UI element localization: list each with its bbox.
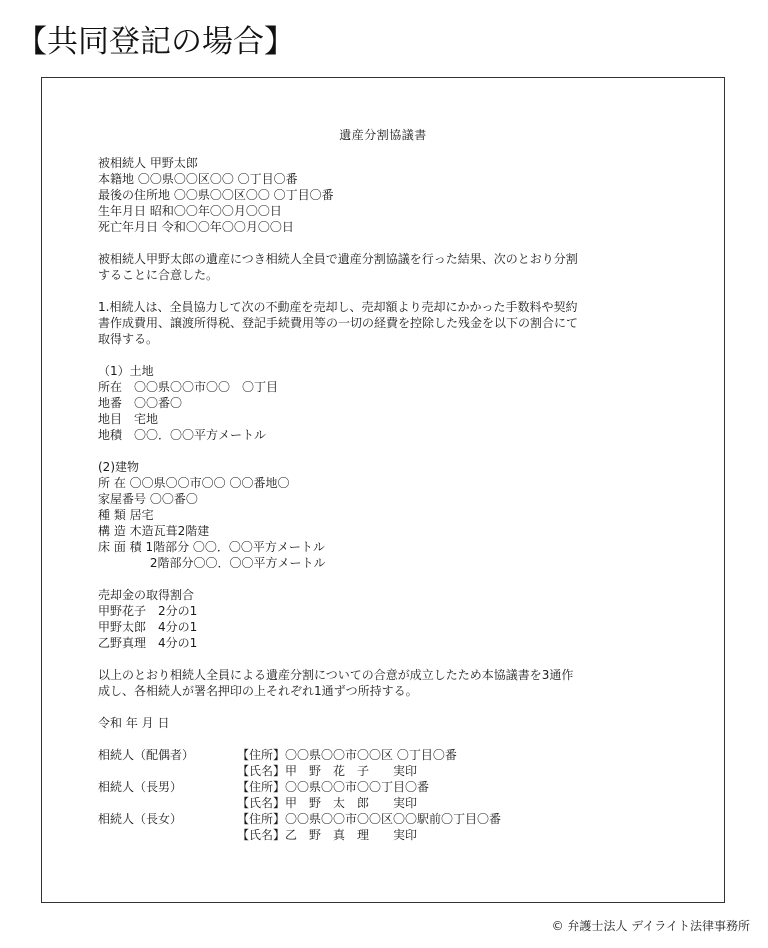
signatory-row bbox=[98, 763, 678, 779]
decedent-line: 死亡年月日 令和〇〇年〇〇月〇〇日 bbox=[98, 220, 294, 234]
building-section bbox=[98, 459, 678, 571]
signatory-row bbox=[98, 779, 678, 795]
building-line: 構 造 木造瓦葺2階建 bbox=[98, 524, 210, 538]
building-line: 所 在 〇〇県〇〇市〇〇 〇〇番地〇 bbox=[98, 476, 290, 490]
land-line: 地目 宅地 bbox=[98, 412, 159, 426]
share-line: 甲野太郎 4分の1 bbox=[98, 620, 198, 634]
clause-1 bbox=[98, 299, 678, 347]
decedent-line: 本籍地 〇〇県〇〇区〇〇 〇丁目〇番 bbox=[98, 172, 298, 186]
decedent-line: 被相続人 甲野太郎 bbox=[98, 156, 198, 170]
signatory-name: 【氏名】甲 野 太 郎 実印 bbox=[237, 796, 418, 810]
document-body bbox=[98, 155, 678, 843]
signatory-row bbox=[98, 827, 678, 843]
intro-line: することに合意した。 bbox=[98, 268, 219, 282]
document-title: 遺産分割協議書 bbox=[339, 128, 427, 142]
signatory-role: 相続人（長男） bbox=[98, 780, 183, 794]
signatory-role: 相続人（配偶者） bbox=[98, 748, 195, 762]
land-line: 所在 〇〇県〇〇市〇〇 〇丁目 bbox=[98, 380, 279, 394]
land-line: 地番 〇〇番〇 bbox=[98, 396, 183, 410]
share-section bbox=[98, 587, 678, 651]
intro-paragraph bbox=[98, 251, 678, 283]
decedent-line: 最後の住所地 〇〇県〇〇区〇〇 〇丁目〇番 bbox=[98, 188, 334, 202]
signatory-row bbox=[98, 747, 678, 763]
agreement-document bbox=[41, 77, 725, 903]
clause-line: 書作成費用、譲渡所得税、登記手続費用等の一切の経費を控除した残金を以下の割合にて bbox=[98, 316, 579, 330]
intro-line: 被相続人甲野太郎の遺産につき相続人全員で遺産分割協議を行った結果、次のとおり分割 bbox=[98, 252, 578, 266]
signatories bbox=[98, 747, 678, 843]
share-heading: 売却金の取得割合 bbox=[98, 588, 195, 602]
signatory-row bbox=[98, 795, 678, 811]
closing-line: 成し、各相続人が署名押印の上それぞれ1通ずつ所持する。 bbox=[98, 684, 418, 698]
clause-line: 取得する。 bbox=[98, 332, 159, 346]
building-heading: (2)建物 bbox=[98, 460, 139, 474]
share-line: 甲野花子 2分の1 bbox=[98, 604, 198, 618]
signatory-row bbox=[98, 811, 678, 827]
land-line: 地積 〇〇．〇〇平方メートル bbox=[98, 428, 267, 442]
building-line: 床 面 積 1階部分 〇〇．〇〇平方メートル bbox=[98, 540, 325, 554]
land-section bbox=[98, 363, 678, 443]
signatory-name: 【氏名】乙 野 真 理 実印 bbox=[237, 828, 418, 842]
signing-date: 令和 年 月 日 bbox=[98, 716, 170, 730]
signatory-address: 【住所】〇〇県〇〇市〇〇丁目〇番 bbox=[237, 780, 430, 794]
building-line: 種 類 居宅 bbox=[98, 508, 154, 522]
clause-line: 1.相続人は、全員協力して次の不動産を売却し、売却額より売却にかかった手数料や契約 bbox=[98, 300, 578, 314]
signatory-address: 【住所】〇〇県〇〇市〇〇区〇〇駅前〇丁目〇番 bbox=[237, 812, 502, 826]
signatory-role: 相続人（長女） bbox=[98, 812, 183, 826]
closing-line: 以上のとおり相続人全員による遺産分割についての合意が成立したため本協議書を3通作 bbox=[98, 668, 574, 682]
copyright-notice: © 弁護士法人 デイライト法律事務所 bbox=[551, 919, 750, 933]
decedent-line: 生年月日 昭和〇〇年〇〇月〇〇日 bbox=[98, 204, 282, 218]
signatory-address: 【住所】〇〇県〇〇市〇〇区 〇丁目〇番 bbox=[237, 748, 457, 762]
land-heading: （1）土地 bbox=[98, 364, 154, 378]
decedent-info bbox=[98, 155, 678, 235]
share-line: 乙野真理 4分の1 bbox=[98, 636, 198, 650]
building-line: 家屋番号 〇〇番〇 bbox=[98, 492, 198, 506]
closing-paragraph bbox=[98, 667, 678, 699]
building-line: 2階部分〇〇．〇〇平方メートル bbox=[98, 556, 326, 570]
signatory-name: 【氏名】甲 野 花 子 実印 bbox=[237, 764, 418, 778]
page-heading: 【共同登記の場合】 bbox=[16, 24, 295, 60]
